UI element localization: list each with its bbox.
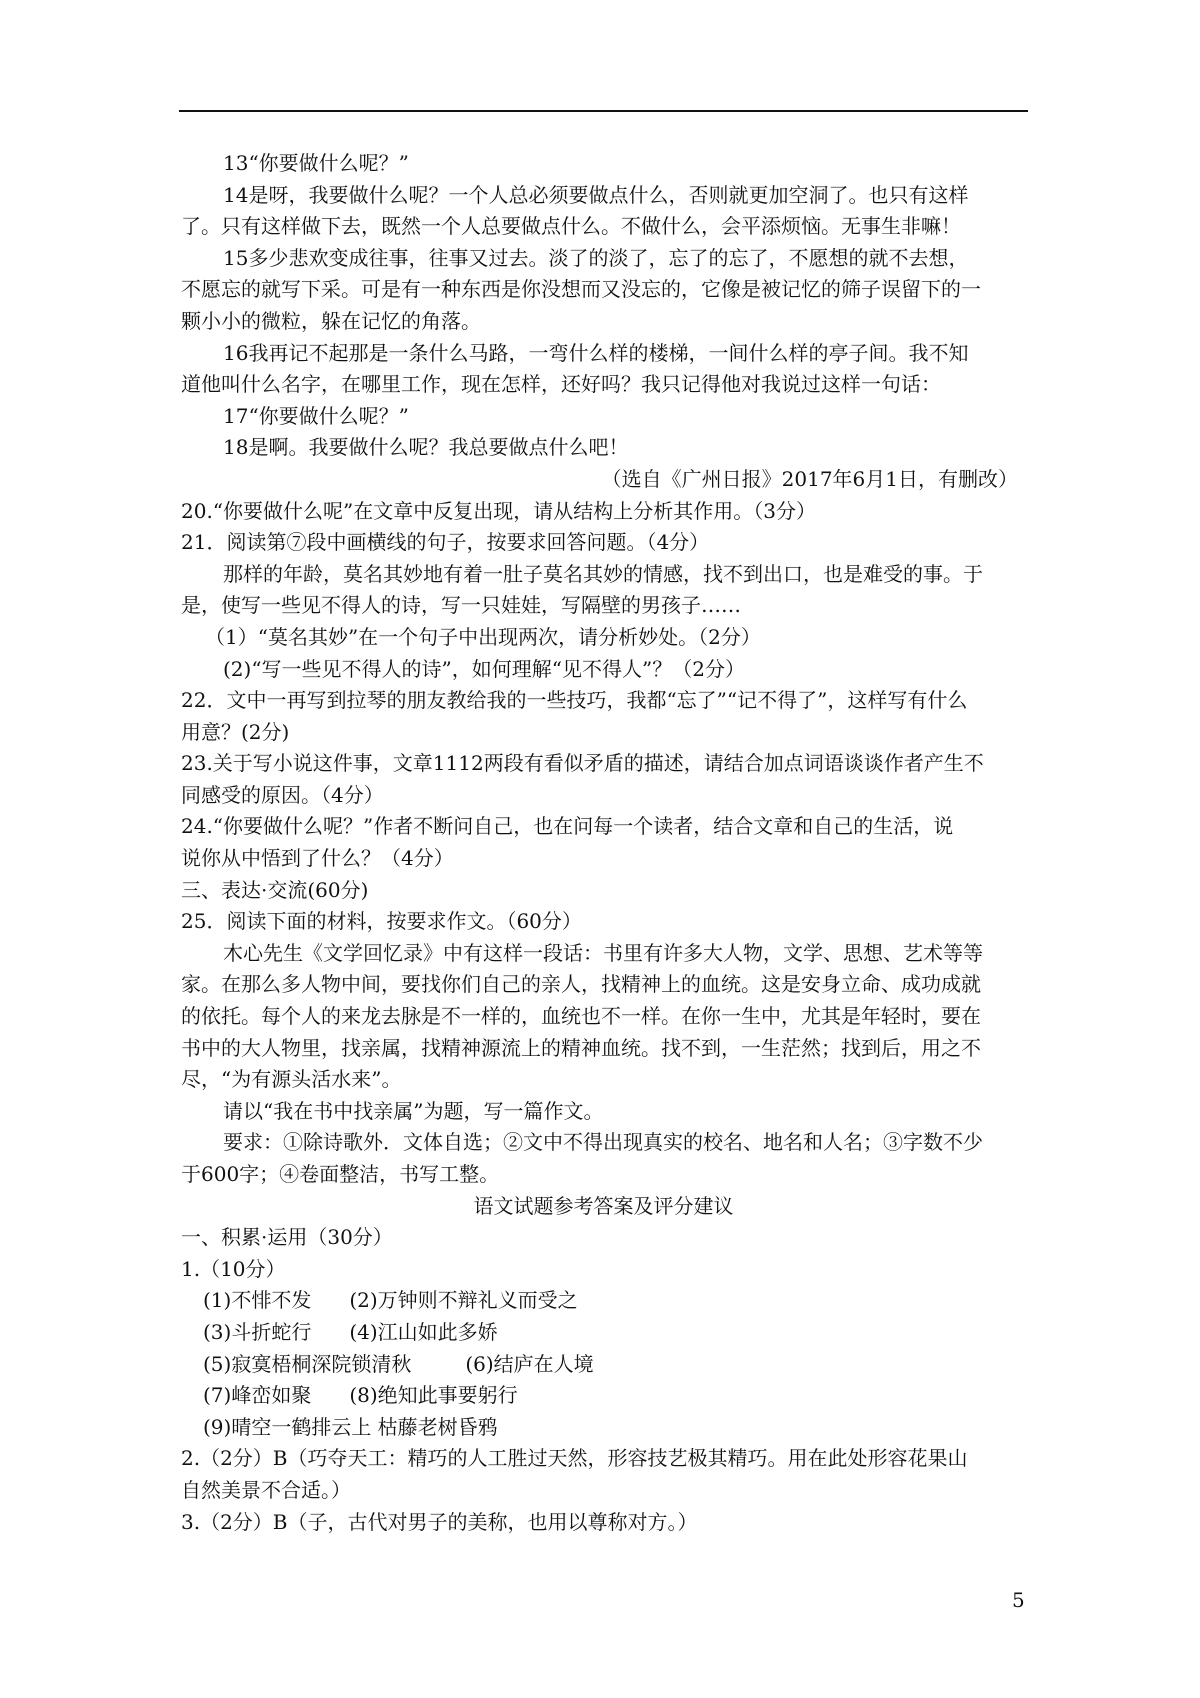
question-21: 21．阅读第⑦段中画横线的句子，按要求回答问题。（4分） xyxy=(181,530,710,555)
page-number: 5 xyxy=(1012,1588,1025,1612)
answer-key-title: 语文试题参考答案及评分建议 xyxy=(473,1193,734,1218)
paragraph-15-line-1: 15多少悲欢变成往事，往事又过去。淡了的淡了，忘了的忘了，不愿想的就不去想， xyxy=(223,245,969,270)
paragraph-15-line-3: 颗小小的微粒，躲在记忆的角落。 xyxy=(181,308,481,333)
material-line-3: 的依托。每个人的来龙去脉是不一样的，血统也不一样。在你一生中，尤其是年轻时，要在 xyxy=(181,1004,981,1029)
answer-2-line-1: 2.（2分）B（巧夺天工：精巧的人工胜过天然，形容技艺极其精巧。用在此处形容花果山 xyxy=(181,1446,968,1471)
question-23-line-2: 同感受的原因。（4分） xyxy=(181,782,384,807)
question-25: 25．阅读下面的材料，按要求作文。（60分） xyxy=(181,909,582,934)
section-3-heading: 三、表达·交流(60分) xyxy=(181,877,369,902)
question-24-line-2: 说你从中悟到了什么？（4分） xyxy=(181,846,454,871)
question-20: 20.“你要做什么呢”在文章中反复出现，请从结构上分析其作用。（3分） xyxy=(181,498,816,523)
essay-prompt: 请以“我在书中找亲属”为题，写一篇作文。 xyxy=(223,1098,604,1123)
question-21-quote-line-2: 是，使写一些见不得人的诗，写一只娃娃，写隔壁的男孩子…… xyxy=(181,593,741,618)
paragraph-17: 17“你要做什么呢？” xyxy=(223,403,409,428)
question-22-line-1: 22．文中一再写到拉琴的朋友教给我的一些技巧，我都“忘了”“记不得了”，这样写有什么 xyxy=(181,688,968,713)
material-line-4: 书中的大人物里，找亲属，找精神源流上的精神血统。找不到，一生茫然；找到后，用之不 xyxy=(181,1035,981,1060)
paragraph-16-line-1: 16我再记不起那是一条什么马路，一弯什么样的楼梯，一间什么样的亭子间。我不知 xyxy=(223,340,969,365)
paragraph-18: 18是啊。我要做什么呢？我总要做点什么吧！ xyxy=(223,435,629,460)
answer-3: 3.（2分）B（子，古代对男子的美称，也用以尊称对方。） xyxy=(181,1509,698,1534)
question-21-quote-line-1: 那样的年龄，莫名其妙地有着一肚子莫名其妙的情感，找不到出口，也是难受的事。于 xyxy=(223,561,983,586)
material-line-1: 木心先生《文学回忆录》中有这样一段话：书里有许多大人物，文学、思想、艺术等等 xyxy=(223,940,983,965)
answer-2-line-2: 自然美景不合适。） xyxy=(181,1477,351,1502)
question-23-line-1: 23.关于写小说这件事，文章1112两段有看似矛盾的描述，请结合加点词语谈谈作者产生不 xyxy=(181,751,984,776)
answer-item: (7)峰峦如聚 xyxy=(203,1383,312,1408)
answer-row xyxy=(181,1380,1026,1412)
essay-requirements-line-2: 于600字；④卷面整洁，书写工整。 xyxy=(181,1162,500,1186)
paragraph-16-line-2: 道他叫什么名字，在哪里工作，现在怎样，还好吗？我只记得他对我说过这样一句话： xyxy=(181,372,941,397)
essay-requirements-line-1: 要求：①除诗歌外．文体自选；②文中不得出现真实的校名、地名和人名；③字数不少 xyxy=(223,1130,983,1155)
question-21-part-2: (2)“写一些见不得人的诗”，如何理解“见不得人”？（2分） xyxy=(223,656,745,681)
paragraph-14-line-1: 14是呀，我要做什么呢？一个人总必须要做点什么，否则就更加空洞了。也只有这样 xyxy=(223,182,969,207)
answer-item: (8)绝知此事要躬行 xyxy=(349,1383,518,1408)
answer-row xyxy=(181,1349,1026,1381)
answer-item: (3)斗折蛇行 xyxy=(203,1319,312,1344)
paragraph-14-line-2: 了。只有这样做下去，既然一个人总要做点什么。不做什么，会平添烦恼。无事生非嘛！ xyxy=(181,214,961,239)
answer-row xyxy=(181,1285,1026,1317)
question-21-part-1: （1）“莫名其妙”在一个句子中出现两次，请分析妙处。（2分） xyxy=(205,624,761,649)
answer-item: (4)江山如此多娇 xyxy=(349,1319,498,1344)
answer-1-heading: 1.（10分） xyxy=(181,1256,286,1281)
answer-item: (6)结庐在人境 xyxy=(465,1351,594,1376)
answer-item: (1)不悱不发 xyxy=(203,1288,312,1313)
answer-item: (9)晴空一鹤排云上 枯藤老树昏鸦 xyxy=(203,1414,498,1439)
question-22-line-2: 用意？(2分) xyxy=(181,719,290,744)
answer-row xyxy=(181,1317,1026,1349)
header-rule xyxy=(179,110,1028,112)
answer-item: (5)寂寞梧桐深院锁清秋 xyxy=(203,1351,412,1376)
material-line-5: 尽，“为有源头活水来”。 xyxy=(181,1067,402,1092)
source-citation: （选自《广州日报》2017年6月1日，有删改） xyxy=(601,466,1018,491)
material-line-2: 家。在那么多人物中间，要找你们自己的亲人，找精神上的血统。这是安身立命、成功成就 xyxy=(181,972,981,997)
paragraph-13: 13“你要做什么呢？” xyxy=(223,151,409,175)
document-body xyxy=(181,148,1026,1538)
question-24-line-1: 24.“你要做什么呢？”作者不断问自己，也在问每一个读者，结合文章和自己的生活，说 xyxy=(181,814,954,839)
answer-section-1-heading: 一、积累·运用（30分） xyxy=(181,1225,393,1250)
answer-row xyxy=(181,1412,1026,1444)
paragraph-15-line-2: 不愿忘的就写下采。可是有一种东西是你没想而又没忘的，它像是被记忆的筛子误留下的一 xyxy=(181,277,981,302)
answer-item: (2)万钟则不辩礼义而受之 xyxy=(349,1288,578,1313)
